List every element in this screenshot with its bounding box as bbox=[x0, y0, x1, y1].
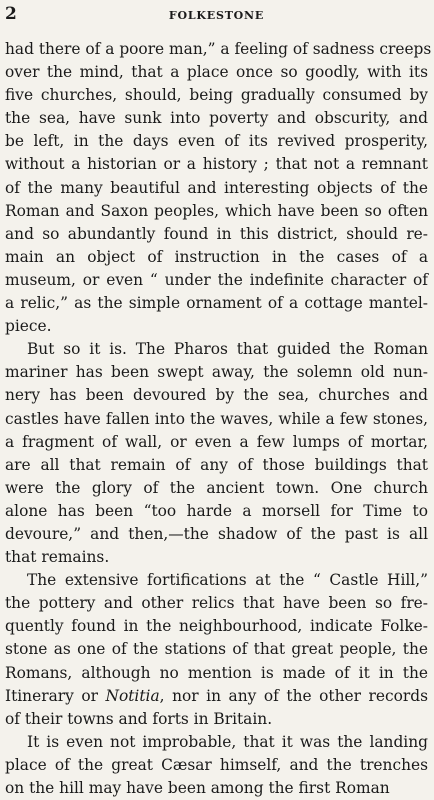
text-line: and so abundantly found in this district, should re- bbox=[5, 224, 428, 243]
text-line: of their towns and forts in Britain. bbox=[5, 709, 273, 728]
page-header bbox=[5, 4, 428, 38]
paragraph bbox=[5, 569, 428, 731]
text-line: had there of a poore man,” a feeling of sadness creeps bbox=[5, 40, 432, 58]
text-line: a fragment of wall, or even a few lumps of mortar, bbox=[5, 432, 428, 451]
text-line: stone as one of the stations of that great people, the bbox=[5, 640, 428, 659]
text-line: over the mind, that a place once so goodly, with its bbox=[5, 63, 428, 82]
text-line: Roman and Saxon peoples, which have been so often bbox=[5, 201, 428, 220]
paragraph bbox=[5, 338, 428, 569]
text-line: Romans, although no mention is made of it in the bbox=[5, 663, 428, 682]
paragraph bbox=[5, 38, 432, 338]
text-line: It is even not improbable, that it was the landing bbox=[27, 732, 428, 751]
text-line: five churches, should, being gradually consumed by bbox=[5, 86, 428, 105]
text-line: place of the great Cæsar himself, and the trenches bbox=[5, 755, 428, 774]
text-line: were the glory of the ancient town. One church bbox=[5, 478, 428, 497]
text-line: Itinerary or Notitia, nor in any of the other records bbox=[5, 686, 428, 705]
text-line: mariner has been swept away, the solemn old nun- bbox=[5, 363, 428, 382]
body-text bbox=[5, 38, 432, 800]
running-title: FOLKESTONE bbox=[168, 9, 265, 22]
text-line: without a historian or a history ; that not a remnant bbox=[5, 155, 428, 174]
text-line: of the many beautiful and interesting objects of the bbox=[5, 178, 428, 197]
paragraph bbox=[5, 731, 428, 800]
text-line: the pottery and other relics that have been so fre- bbox=[5, 594, 428, 613]
text-line: castles have fallen into the waves, while a few stones, bbox=[5, 409, 428, 428]
text-line: But so it is. The Pharos that guided the Roman bbox=[27, 340, 428, 359]
text-line: main an object of instruction in the cases of a bbox=[5, 247, 428, 266]
text-line: on the hill may have been among the first Roman bbox=[5, 779, 390, 797]
text-line: piece. bbox=[5, 317, 52, 336]
text-line: are all that remain of any of those buildings that bbox=[5, 455, 428, 474]
text-line: quently found in the neighbourhood, indicate Folke- bbox=[5, 617, 428, 636]
text-line: museum, or even “ under the indefinite character of bbox=[5, 270, 428, 289]
text-line: nery has been devoured by the sea, churches and bbox=[5, 386, 428, 405]
text-line: a relic,” as the simple ornament of a cottage mantel- bbox=[5, 294, 428, 313]
text-line: the sea, have sunk into poverty and obscurity, and bbox=[5, 109, 428, 128]
text-line: that remains. bbox=[5, 548, 110, 567]
text-line: The extensive fortifications at the “ Castle Hill,” bbox=[27, 571, 428, 590]
page-number: 2 bbox=[5, 4, 17, 24]
text-line: alone has been “too harde a morsell for Time to bbox=[5, 501, 428, 520]
text-line: be left, in the days even of its revived prosperity, bbox=[5, 132, 428, 151]
text-line: devoure,” and then,—the shadow of the past is all bbox=[5, 524, 428, 543]
